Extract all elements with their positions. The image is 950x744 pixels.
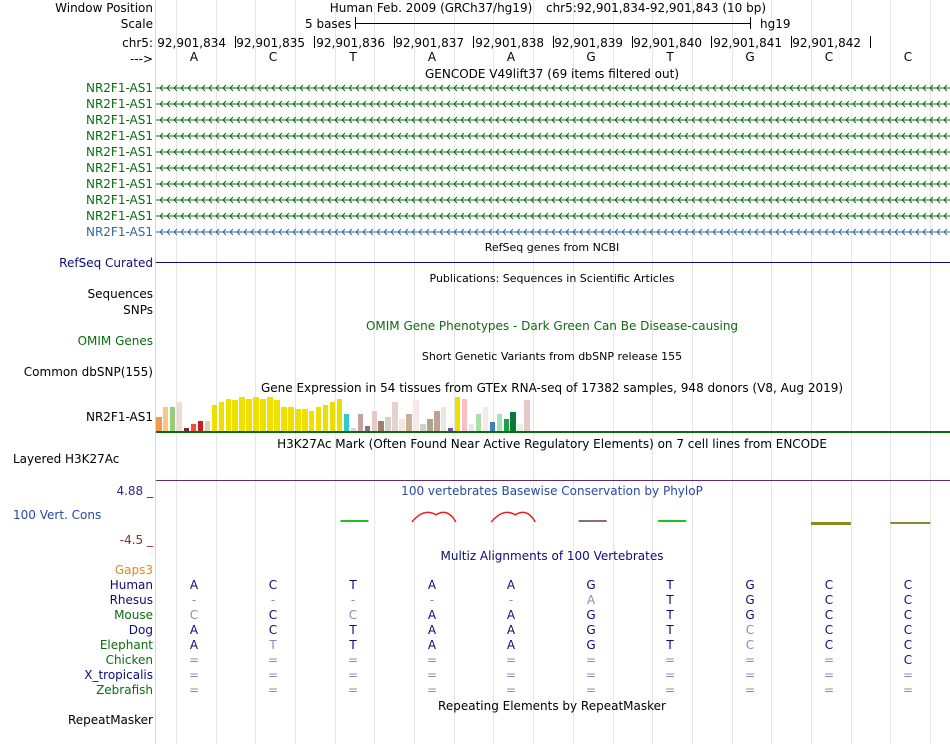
gridline [335,0,336,744]
dbsnp-label[interactable]: Common dbSNP(155) [23,365,153,379]
gtex-tissue-bar[interactable] [191,424,197,431]
multiz-base: C [903,653,913,667]
reference-base: T [666,50,674,64]
window-position-label: Window Position [55,1,153,15]
multiz-base: A [586,593,596,607]
phylop-peak [412,512,456,522]
multiz-base: G [745,593,755,607]
gridline [732,0,733,744]
gtex-label[interactable]: NR2F1-AS1 [85,410,153,424]
gtex-tissue-bar[interactable] [434,411,440,431]
multiz-base: A [427,623,437,637]
gencode-transcript-label[interactable]: NR2F1-AS1 [85,81,153,95]
multiz-base: C [268,623,278,637]
gtex-tissue-bar[interactable] [267,397,273,431]
gtex-tissue-bar[interactable] [504,419,510,431]
gtex-tissue-bar[interactable] [510,412,516,431]
omim-track-title: OMIM Gene Phenotypes - Dark Green Can Be Disease-causing [365,319,739,333]
phylop-label[interactable]: 100 Vert. Cons [13,508,102,522]
refseq-track-title: RefSeq genes from NCBI [484,241,620,254]
gtex-tissue-bar[interactable] [260,399,266,431]
gtex-tissue-bar[interactable] [378,421,384,431]
phylop-track-title: 100 vertebrates Basewise Conservation by PhyloP [401,484,703,498]
gtex-track-title: Gene Expression in 54 tissues from GTEx RNA-seq of 17382 samples, 948 donors (V8, Aug 2019) [260,381,844,395]
multiz-base: = [267,683,279,697]
strand-label: ---> [129,52,153,66]
multiz-base: = [823,668,835,682]
multiz-species-label[interactable]: Mouse [114,608,153,622]
multiz-species-label[interactable]: Elephant [99,638,153,652]
gencode-transcript-label[interactable]: NR2F1-AS1 [85,97,153,111]
multiz-base: = [426,668,438,682]
refseq-label[interactable]: RefSeq Curated [59,256,153,270]
multiz-base: = [585,683,597,697]
ruler-coordinate: 92,901,842 [792,36,861,50]
multiz-base: G [745,578,755,592]
multiz-species-label[interactable]: Rhesus [109,593,153,607]
multiz-base: = [744,653,756,667]
multiz-base: A [427,638,437,652]
gencode-transcript-label[interactable]: NR2F1-AS1 [85,209,153,223]
multiz-base: G [745,608,755,622]
reference-base: G [745,50,755,64]
gencode-transcript-label[interactable]: NR2F1-AS1 [85,177,153,191]
gridline [930,0,931,744]
gtex-tissue-bar[interactable] [205,421,211,431]
multiz-base: = [505,683,517,697]
gridline [454,0,455,744]
multiz-base: = [505,653,517,667]
gtex-tissue-bar[interactable] [163,407,169,431]
gridline [613,0,614,744]
gencode-transcript[interactable] [156,115,950,125]
ruler-coordinate: 92,901,835 [236,36,305,50]
scale-bases-text: 5 bases [305,17,352,31]
gtex-tissue-bar[interactable] [358,414,364,431]
gencode-transcript[interactable] [156,163,950,173]
multiz-track-title: Multiz Alignments of 100 Vertebrates [440,549,664,563]
multiz-base: C [189,608,199,622]
gtex-tissue-bar[interactable] [469,424,475,431]
multiz-base: C [745,638,755,652]
multiz-base: T [349,578,357,592]
ruler-coordinate: 92,901,840 [633,36,702,50]
multiz-base: - [508,593,514,607]
gtex-tissue-bar[interactable] [330,402,336,431]
multiz-base: A [427,608,437,622]
gtex-tissue-bar[interactable] [156,417,162,431]
gtex-tissue-bar[interactable] [399,419,405,431]
multiz-base: T [666,578,674,592]
refseq-gene-line[interactable] [156,262,950,263]
multiz-base: A [427,578,437,592]
multiz-species-label[interactable]: Human [109,578,153,592]
gtex-tissue-bar[interactable] [490,422,496,431]
gtex-tissue-bar[interactable] [483,407,489,431]
multiz-base: A [189,638,199,652]
multiz-base: C [824,608,834,622]
h3k27ac-track-title: H3K27Ac Mark (Often Found Near Active Regulatory Elements) on 7 cell lines from ENCODE [277,437,827,451]
gencode-transcript-label[interactable]: NR2F1-AS1 [85,129,153,143]
multiz-species-label[interactable]: Dog [128,623,153,637]
ruler-coordinate: 92,901,839 [554,36,623,50]
multiz-base: = [188,683,200,697]
multiz-base: = [585,653,597,667]
multiz-base: A [506,638,516,652]
multiz-base: G [586,638,596,652]
gencode-transcript[interactable] [156,227,950,237]
multiz-base: = [902,668,914,682]
gtex-tissue-bar[interactable] [392,402,398,431]
gencode-transcript-label[interactable]: NR2F1-AS1 [85,193,153,207]
gencode-transcript-label[interactable]: NR2F1-AS1 [85,161,153,175]
gtex-tissue-bar[interactable] [441,407,447,431]
multiz-base: = [744,668,756,682]
gtex-tissue-bar[interactable] [170,407,176,431]
gtex-tissue-bar[interactable] [253,397,259,431]
multiz-base: = [664,683,676,697]
multiz-base: - [191,593,197,607]
scale-bar-right-tick [750,17,751,29]
multiz-base: T [666,638,674,652]
omim-label[interactable]: OMIM Genes [77,334,153,348]
gtex-tissue-bar[interactable] [274,400,280,431]
publications-snps-label[interactable]: SNPs [123,303,153,317]
multiz-base: = [426,683,438,697]
gtex-tissue-bar[interactable] [517,424,523,431]
gencode-transcript[interactable] [156,179,950,189]
scale-label: Scale [120,17,153,31]
gridline [652,0,653,744]
multiz-base: A [189,623,199,637]
gtex-tissue-bar[interactable] [323,405,329,431]
multiz-base: C [745,623,755,637]
multiz-species-label[interactable]: Zebrafish [96,683,153,697]
gtex-tissue-bar[interactable] [246,399,252,431]
phylop-min-label: -4.5 _ [119,533,153,547]
multiz-base: C [348,608,358,622]
multiz-base: T [269,638,277,652]
gencode-transcript[interactable] [156,211,950,221]
gridline [771,0,772,744]
ruler-tick [870,36,871,48]
chromosome-label: chr5: [122,36,153,50]
gridline [692,0,693,744]
multiz-base: C [268,578,278,592]
dbsnp-track-title: Short Genetic Variants from dbSNP release 155 [421,350,683,363]
gridline [374,0,375,744]
gridline [533,0,534,744]
gencode-transcript[interactable] [156,195,950,205]
gtex-tissue-bar[interactable] [295,409,301,431]
multiz-base: - [350,593,356,607]
multiz-base: C [824,638,834,652]
phylop-neg-bar [890,522,930,524]
ruler-coordinate: 92,901,841 [713,36,782,50]
reference-base: C [268,50,278,64]
publications-track-title: Publications: Sequences in Scientific Articles [429,272,675,285]
multiz-base: = [664,668,676,682]
gtex-tissue-bar[interactable] [337,399,343,431]
gridline [295,0,296,744]
ruler-coordinate: 92,901,836 [316,36,385,50]
multiz-base: = [347,668,359,682]
gridline [216,0,217,744]
gtex-tissue-bar[interactable] [406,414,412,431]
reference-base: G [586,50,596,64]
multiz-base: = [347,653,359,667]
repeatmasker-track-title: Repeating Elements by RepeatMasker [438,699,666,713]
gridline [573,0,574,744]
multiz-base: = [188,668,200,682]
gridline [890,0,891,744]
multiz-base: T [349,638,357,652]
gridline [176,0,177,744]
multiz-base: = [426,653,438,667]
multiz-base: C [903,608,913,622]
gtex-tissue-bar[interactable] [212,405,218,431]
phylop-max-label: 4.88 _ [116,484,153,498]
gtex-tissue-bar[interactable] [385,417,391,431]
publications-sequences-label[interactable]: Sequences [87,287,153,301]
gtex-tissue-bar[interactable] [462,399,468,431]
reference-base: C [903,50,913,64]
h3k27ac-signal-line[interactable] [156,480,950,481]
multiz-base: G [586,578,596,592]
gridline [255,0,256,744]
assembly-label: Human Feb. 2009 (GRCh37/hg19) [329,1,533,15]
gtex-tissue-bar[interactable] [524,400,530,431]
gencode-transcript[interactable] [156,131,950,141]
repeatmasker-label[interactable]: RepeatMasker [67,713,153,727]
reference-base: A [189,50,199,64]
gtex-tissue-bar[interactable] [198,421,204,431]
multiz-base: C [903,578,913,592]
multiz-base: C [268,608,278,622]
ruler-coordinate: 92,901,838 [475,36,544,50]
gridline [851,0,852,744]
gtex-tissue-bar[interactable] [288,407,294,431]
multiz-base: C [903,638,913,652]
gtex-tissue-bar[interactable] [476,414,482,431]
multiz-base: = [188,653,200,667]
gtex-tissue-bar[interactable] [420,424,426,431]
multiz-base: A [506,578,516,592]
gtex-tissue-bar[interactable] [232,400,238,431]
gtex-tissue-bar[interactable] [302,409,308,431]
gencode-transcript[interactable] [156,147,950,157]
gtex-tissue-bar[interactable] [372,411,378,431]
gtex-tissue-bar[interactable] [344,414,350,431]
multiz-base: - [429,593,435,607]
gtex-tissue-bar[interactable] [226,399,232,431]
multiz-species-label[interactable]: X_tropicalis [84,668,153,682]
multiz-base: = [902,683,914,697]
gencode-transcript[interactable] [156,83,950,93]
gtex-tissue-bar[interactable] [219,402,225,431]
gtex-tissue-bar[interactable] [309,411,315,431]
multiz-species-label[interactable]: Chicken [105,653,153,667]
gencode-transcript-label[interactable]: NR2F1-AS1 [85,225,153,239]
gtex-tissue-bar[interactable] [427,419,433,431]
multiz-base: = [664,653,676,667]
multiz-base: = [505,668,517,682]
multiz-base: A [189,578,199,592]
ruler-coordinate: 92,901,837 [395,36,464,50]
multiz-base: - [270,593,276,607]
multiz-base: = [585,668,597,682]
gtex-tissue-bar[interactable] [455,397,461,431]
ruler-coordinate: 92,901,834 [157,36,226,50]
multiz-base: = [823,683,835,697]
reference-base: T [349,50,357,64]
reference-base: A [506,50,516,64]
reference-base: C [824,50,834,64]
multiz-base: = [267,668,279,682]
phylop-peak [491,512,535,522]
gencode-transcript[interactable] [156,99,950,109]
multiz-base: T [349,623,357,637]
gencode-transcript-label[interactable]: NR2F1-AS1 [85,113,153,127]
position-label: chr5:92,901,834-92,901,843 (10 bp) [545,1,767,15]
gtex-tissue-bar[interactable] [239,397,245,431]
phylop-conservation-plot[interactable] [156,496,950,546]
scale-bar [355,23,751,24]
multiz-base: C [824,578,834,592]
gridline [493,0,494,744]
reference-base: A [427,50,437,64]
gtex-tissue-bar[interactable] [413,400,419,431]
scale-db-label: hg19 [760,17,791,31]
multiz-base: T [666,623,674,637]
gtex-tissue-bar[interactable] [316,407,322,431]
multiz-base: G [586,623,596,637]
label-column-separator [155,0,156,744]
multiz-base: C [824,593,834,607]
multiz-base: = [744,683,756,697]
multiz-base: T [666,608,674,622]
multiz-base: T [666,593,674,607]
gtex-tissue-bar[interactable] [177,402,183,431]
phylop-bar [658,520,686,522]
gridline [414,0,415,744]
multiz-base: = [823,653,835,667]
gencode-transcript-label[interactable]: NR2F1-AS1 [85,145,153,159]
phylop-bar [341,520,369,522]
multiz-base: C [824,623,834,637]
multiz-base: A [506,623,516,637]
multiz-base: A [506,608,516,622]
multiz-base: = [347,683,359,697]
h3k27ac-label[interactable]: Layered H3K27Ac [13,452,120,466]
gencode-track-title: GENCODE V49lift37 (69 items filtered out) [424,67,680,81]
multiz-base: = [267,653,279,667]
gaps-label[interactable]: Gaps3 [114,563,153,577]
gtex-baseline [156,431,950,433]
gtex-tissue-bar[interactable] [281,407,287,431]
gridline [811,0,812,744]
multiz-base: G [586,608,596,622]
phylop-neg-bar [811,522,851,525]
multiz-base: C [903,593,913,607]
gtex-tissue-bar[interactable] [497,414,503,431]
phylop-bar [579,520,607,522]
multiz-base: C [903,623,913,637]
